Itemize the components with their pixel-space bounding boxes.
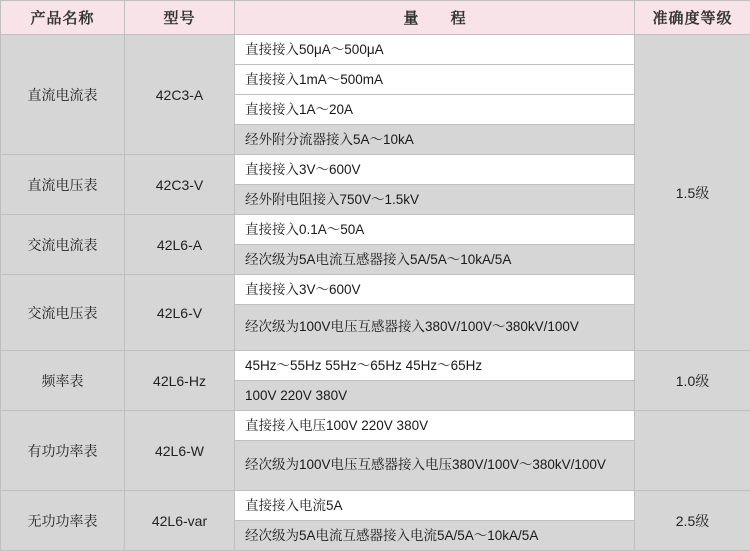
cell-range: 经次级为5A电流互感器接入5A/5A～10kA/5A — [235, 245, 635, 275]
cell-accuracy-grade: 1.0级 — [635, 351, 750, 411]
table-header — [1, 1, 750, 35]
cell-model: 42C3-A — [125, 35, 235, 155]
cell-model: 42L6-V — [125, 275, 235, 351]
cell-product-name: 有功功率表 — [1, 411, 125, 491]
cell-accuracy-grade: 1.5级 — [635, 35, 750, 351]
cell-range: 直接接入0.1A～50A — [235, 215, 635, 245]
cell-range: 经外附电阻接入750V～1.5kV — [235, 185, 635, 215]
column-header-model: 型号 — [125, 1, 235, 35]
cell-range: 直接接入3V～600V — [235, 155, 635, 185]
column-header-accuracy-grade: 准确度等级 — [635, 1, 750, 35]
cell-range: 直接接入3V～600V — [235, 275, 635, 305]
cell-range: 经次级为100V电压互感器接入电压380V/100V～380kV/100V — [235, 441, 635, 491]
cell-model: 42L6-var — [125, 491, 235, 551]
table-row — [1, 351, 750, 381]
table-row — [1, 35, 750, 65]
cell-product-name: 交流电压表 — [1, 275, 125, 351]
column-header-range: 量 程 — [235, 1, 635, 35]
cell-range: 直接接入1A～20A — [235, 95, 635, 125]
cell-range: 直接接入电流5A — [235, 491, 635, 521]
cell-model: 42L6-Hz — [125, 351, 235, 411]
cell-range: 直接接入1mA～500mA — [235, 65, 635, 95]
cell-range: 100V 220V 380V — [235, 381, 635, 411]
cell-product-name: 交流电流表 — [1, 215, 125, 275]
cell-product-name: 频率表 — [1, 351, 125, 411]
cell-product-name: 无功功率表 — [1, 491, 125, 551]
column-header-product-name: 产品名称 — [1, 1, 125, 35]
table-row — [1, 491, 750, 521]
cell-range: 直接接入50μA～500μA — [235, 35, 635, 65]
cell-accuracy-grade: 2.5级 — [635, 491, 750, 551]
table-row — [1, 411, 750, 441]
cell-range: 直接接入电压100V 220V 380V — [235, 411, 635, 441]
cell-model: 42C3-V — [125, 155, 235, 215]
cell-range: 经外附分流器接入5A～10kA — [235, 125, 635, 155]
table-body — [1, 35, 750, 551]
cell-product-name: 直流电压表 — [1, 155, 125, 215]
cell-range: 经次级为100V电压互感器接入380V/100V～380kV/100V — [235, 305, 635, 351]
cell-model: 42L6-A — [125, 215, 235, 275]
cell-range: 经次级为5A电流互感器接入电流5A/5A～10kA/5A — [235, 521, 635, 551]
cell-product-name: 直流电流表 — [1, 35, 125, 155]
cell-range: 45Hz～55Hz 55Hz～65Hz 45Hz～65Hz — [235, 351, 635, 381]
table-header-row — [1, 1, 750, 35]
cell-accuracy-grade: 1.0级 — [635, 411, 750, 491]
cell-model: 42L6-W — [125, 411, 235, 491]
